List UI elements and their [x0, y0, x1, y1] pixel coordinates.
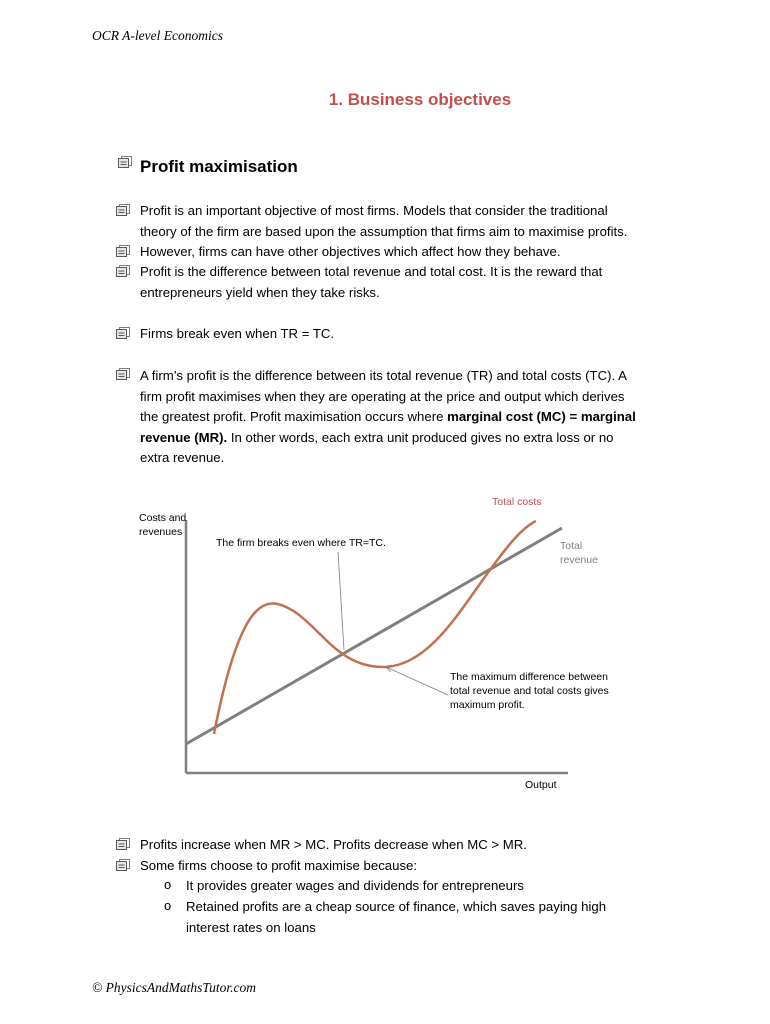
text-span: In other words, each extra unit produced gives no extra loss or no [227, 429, 614, 445]
bullet-icon [116, 204, 132, 218]
bullet-line: Profit is the difference between total revenue and total cost. It is the reward that [140, 264, 603, 279]
bullet-line [140, 407, 636, 428]
label-line: Total [560, 540, 583, 552]
bullet-icon [116, 245, 132, 259]
sub-bullet-marker: o [164, 898, 172, 913]
bullet-profit-objective [140, 201, 627, 242]
total-costs-label: Total costs [492, 496, 542, 508]
y-axis-label [139, 511, 186, 539]
sub-bullet-retained-profits [186, 897, 606, 938]
label-line: maximum profit. [450, 699, 525, 711]
bullet-mr-mc: Profits increase when MR > MC. Profits decrease when MC > MR. [140, 837, 527, 852]
sub-bullet-marker: o [164, 877, 172, 892]
breakeven-pointer [338, 552, 344, 650]
total-revenue-label [560, 539, 598, 567]
text-span: the greatest profit. Profit maximisation occurs where [140, 409, 448, 424]
max-profit-annotation [450, 670, 609, 712]
diagram-svg [130, 490, 650, 800]
bullet-other-objectives: However, firms can have other objectives which affect how they behave. [140, 244, 561, 259]
footer-copyright: © PhysicsAndMathsTutor.com [92, 980, 257, 995]
max-profit-pointer [386, 667, 448, 695]
bullet-break-even: Firms break even when TR = TC. [140, 326, 335, 341]
bullet-line: extra revenue. [140, 450, 225, 465]
page-title: 1. Business objectives [328, 90, 512, 109]
bullet-line: interest rates on loans [186, 919, 316, 935]
bullet-profit-definition [140, 262, 602, 303]
breakeven-annotation: The firm breaks even where TR=TC. [216, 537, 386, 549]
section-heading: Profit maximisation [140, 157, 298, 176]
bullet-line: A firm’s profit is the difference between its total revenue (TR) and total costs (TC). A [140, 368, 627, 383]
bullet-icon [116, 859, 132, 873]
bullet-icon [116, 327, 132, 341]
bullet-profit-maximisation [140, 366, 636, 469]
bullet-line: entrepreneurs yield when they take risks. [140, 284, 380, 300]
bullet-line: firm profit maximises when they are operating at the price and output which derives [140, 388, 625, 404]
bullet-icon [116, 368, 132, 382]
label-line: Costs and [139, 512, 187, 524]
bullet-icon [116, 265, 132, 279]
label-line: revenues [139, 526, 183, 538]
bullet-line [140, 428, 636, 449]
course-header: OCR A-level Economics [92, 28, 223, 43]
bold-text: marginal cost (MC) = marginal [447, 409, 636, 424]
x-axis-label: Output [525, 779, 557, 791]
bold-text: revenue (MR). [140, 429, 228, 445]
bullet-icon [116, 838, 132, 852]
bullet-line: Profit is an important objective of most firms. Models that consider the traditional [140, 203, 608, 218]
label-line: revenue [560, 554, 598, 566]
bullet-icon [118, 156, 134, 170]
bullet-reasons: Some firms choose to profit maximise because: [140, 858, 418, 873]
profit-diagram [130, 490, 650, 800]
sub-bullet-wages: It provides greater wages and dividends for entrepreneurs [186, 878, 524, 893]
label-line: The maximum difference between [450, 671, 608, 683]
bullet-line: Retained profits are a cheap source of finance, which saves paying high [186, 899, 607, 914]
bullet-line: theory of the firm are based upon the assumption that firms aim to maximise profits. [140, 223, 628, 239]
label-line: total revenue and total costs gives [450, 685, 609, 697]
